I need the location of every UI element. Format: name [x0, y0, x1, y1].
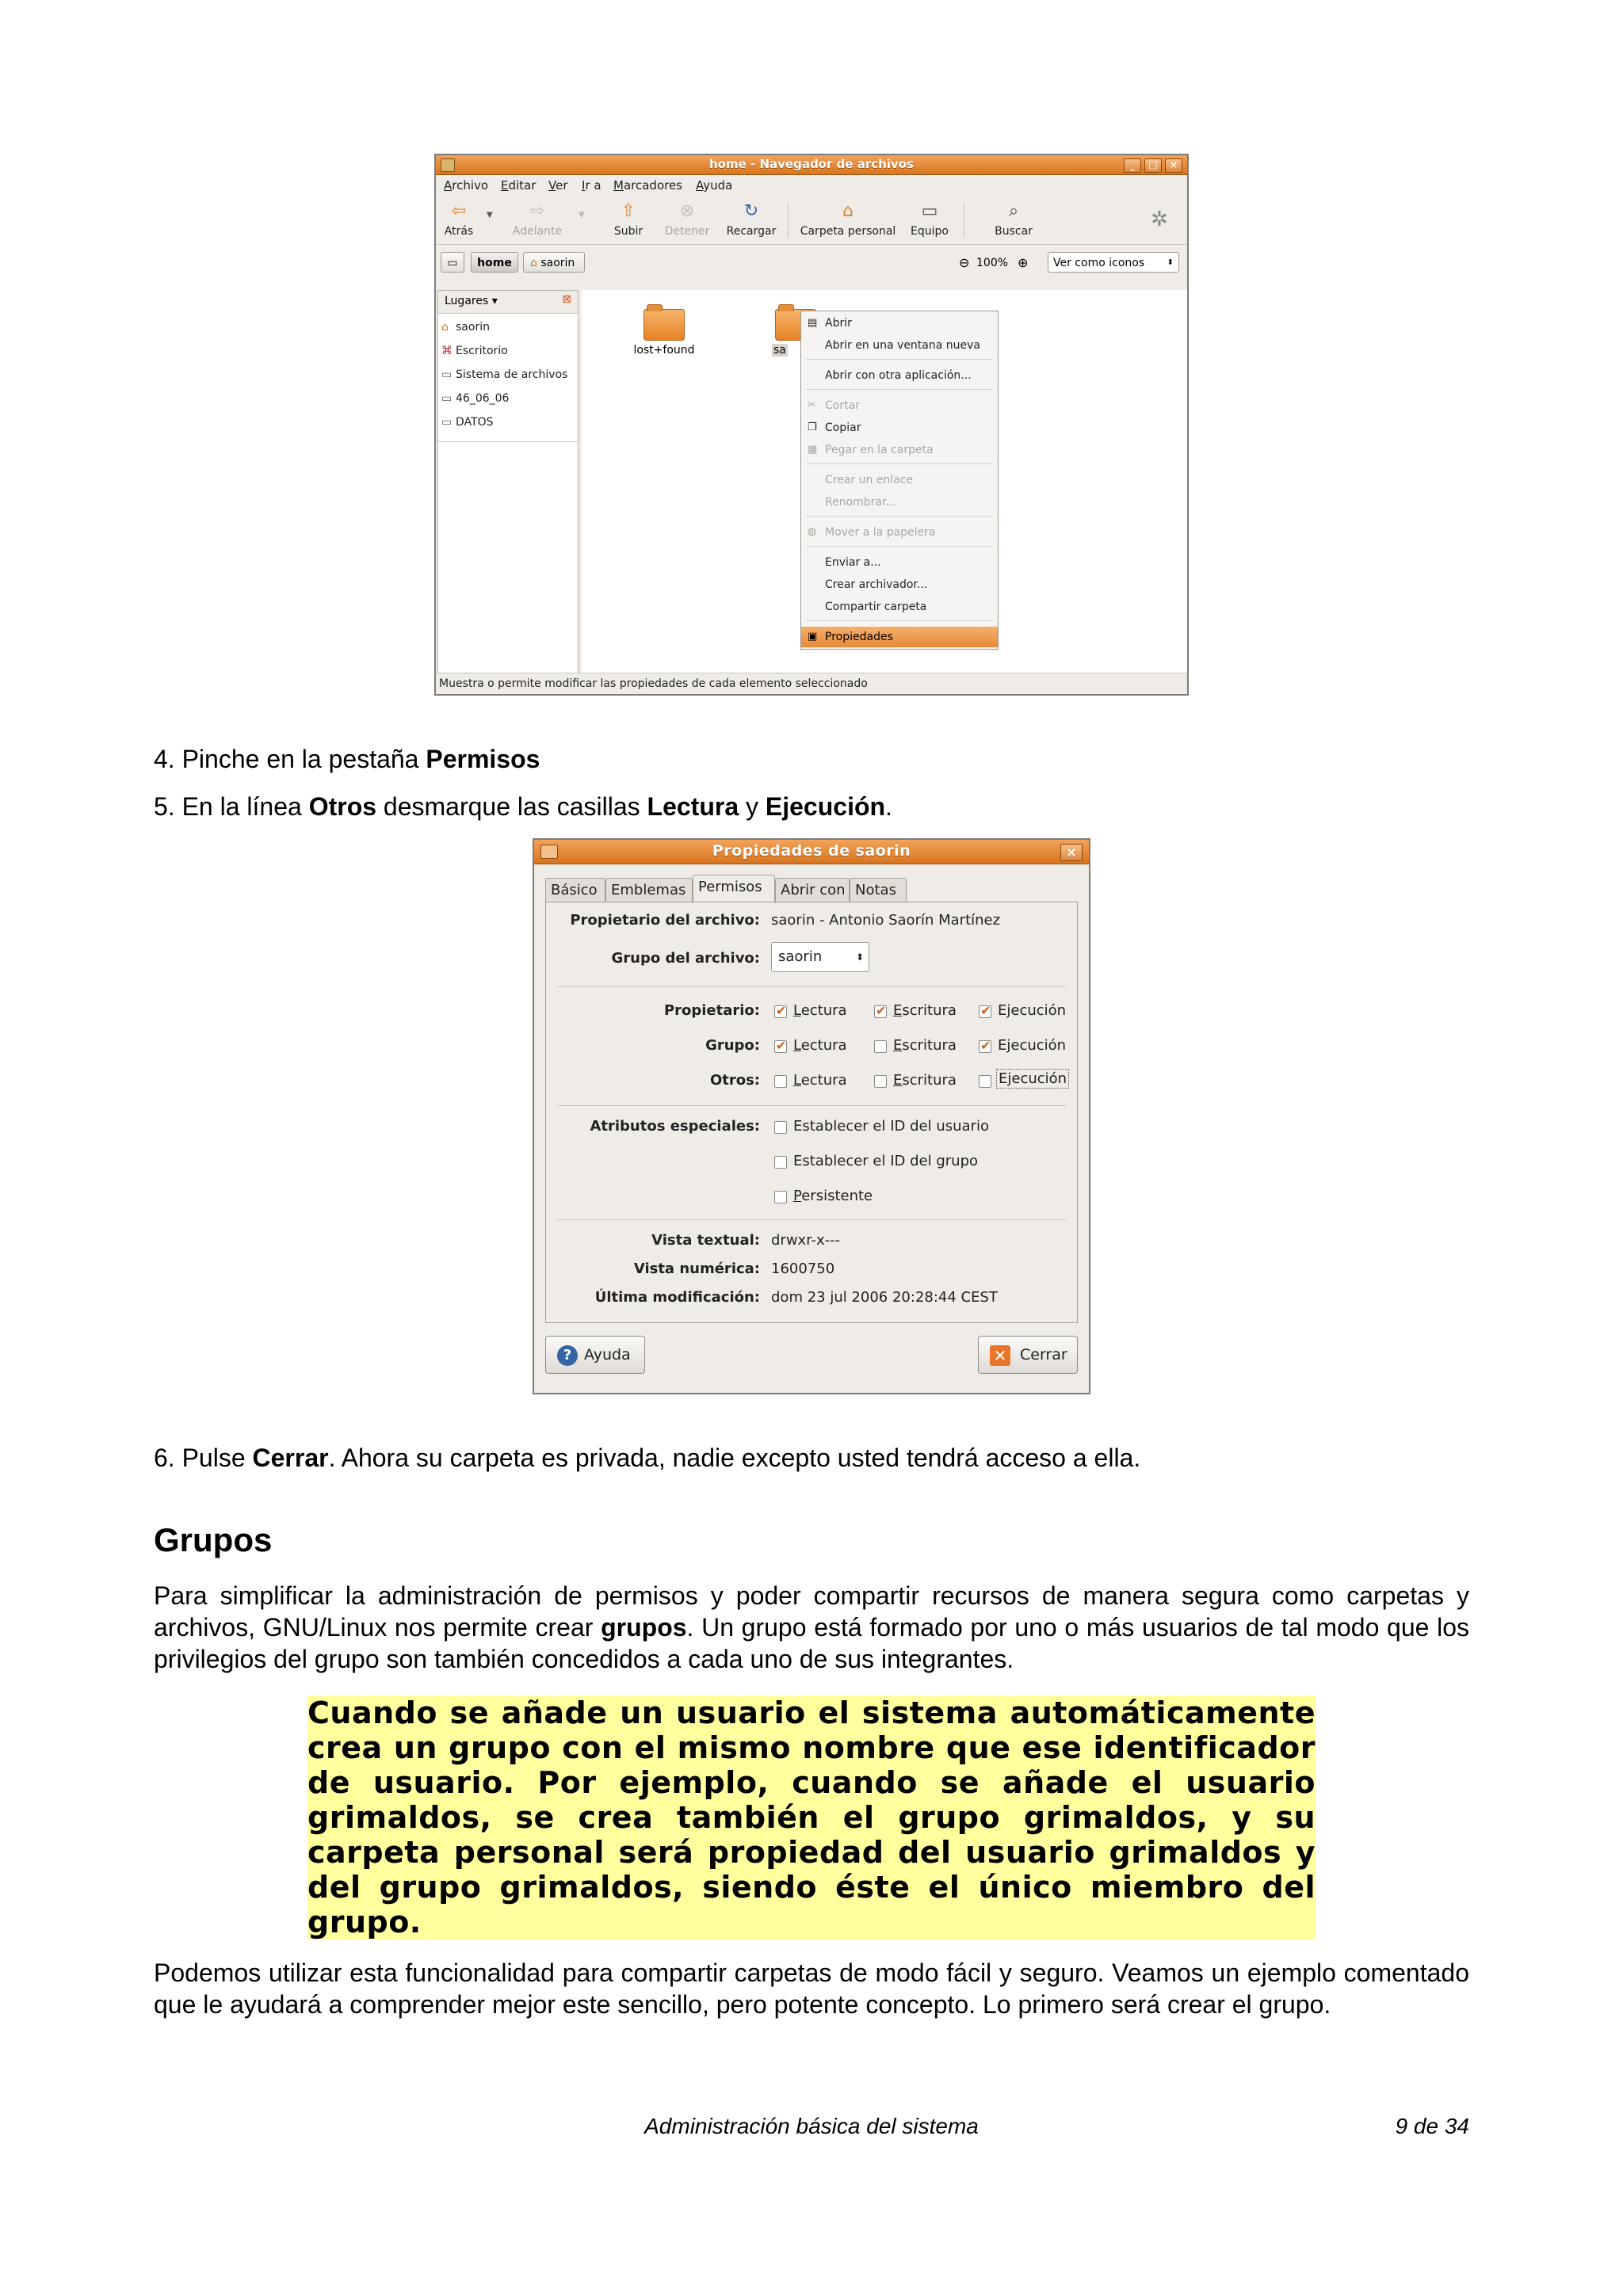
text-entry-icon: ▭ [447, 257, 458, 269]
drive-icon: ▭ [441, 416, 453, 429]
menu-item-compartir[interactable] [801, 597, 998, 617]
sidebar-item-label: 46_06_06 [456, 392, 510, 405]
menu-item-pegar[interactable] [801, 440, 998, 460]
step-6 [154, 1442, 1140, 1474]
setuid-label: Establecer el ID del usuario [793, 1118, 989, 1135]
back-arrow-icon: ⇦ [451, 201, 467, 221]
forward-button[interactable] [506, 196, 569, 238]
stop-icon: ⊗ [679, 201, 695, 221]
step-6-text: . Ahora su carpeta es privada, nadie excepto usted tendrá acceso a ella. [328, 1444, 1141, 1472]
sidebar-item-label: Escritorio [456, 345, 508, 357]
help-icon: ? [557, 1345, 578, 1366]
home-icon: ⌂ [441, 321, 449, 334]
file-name: lost+found [633, 344, 695, 357]
divider [557, 1219, 1066, 1220]
menu-item-renombrar[interactable] [801, 492, 998, 513]
paragraph-bold: grupos [601, 1613, 687, 1642]
menu-separator [806, 463, 993, 464]
modified-value: dom 23 jul 2006 20:28:44 CEST [771, 1289, 998, 1306]
step-5-text: y [739, 792, 766, 821]
close-sidebar-icon[interactable]: ⊠ [562, 293, 571, 306]
menu-item-label: Abrir [825, 317, 852, 330]
menu-item-crear-enlace[interactable] [801, 470, 998, 490]
stop-label: Detener [664, 225, 710, 238]
up-arrow-icon: ⇧ [621, 201, 636, 221]
drive-icon: ▭ [441, 368, 453, 381]
menu-separator [806, 389, 993, 390]
others-write-checkbox[interactable] [874, 1075, 887, 1088]
tab-abrir-con[interactable]: Abrir con [775, 878, 850, 902]
sidebar-header [438, 291, 578, 314]
close-button[interactable] [978, 1336, 1078, 1374]
footer-title: Administración básica del sistema [644, 2114, 979, 2138]
group-select[interactable] [771, 942, 869, 972]
setuid-checkbox[interactable] [774, 1121, 787, 1134]
menu-ayuda[interactable]: Ayuda [696, 178, 733, 193]
view-mode-label: Ver como iconos [1053, 257, 1145, 269]
menu-archivo[interactable]: Archivo [444, 178, 489, 193]
folder-icon [643, 309, 685, 341]
menu-item-label: Cortar [825, 399, 860, 412]
minimize-icon[interactable]: _ [1124, 158, 1141, 173]
menu-item-abrir-con[interactable] [801, 365, 998, 386]
drive-icon: ▭ [441, 392, 453, 405]
others-read-checkbox[interactable] [774, 1075, 787, 1088]
menu-marcadores[interactable]: Marcadores [613, 178, 683, 193]
menu-item-label: Mover a la papelera [825, 526, 936, 539]
menubar [436, 174, 1187, 195]
computer-icon: ▭ [921, 201, 938, 221]
home-folder-label: Carpeta personal [800, 225, 896, 238]
others-exec-label: Ejecución [996, 1069, 1069, 1089]
setgid-label: Establecer el ID del grupo [793, 1153, 979, 1169]
others-write-label: Escritura [893, 1072, 957, 1089]
group-write-checkbox[interactable] [874, 1040, 887, 1053]
perm-row-label: Otros: [709, 1072, 760, 1089]
owner-exec-label: Ejecución [998, 1002, 1067, 1019]
paste-icon: ▦ [808, 444, 818, 456]
menu-separator [806, 620, 993, 621]
open-icon: ▤ [808, 317, 818, 329]
menu-item-abrir-ventana[interactable] [801, 335, 998, 356]
step-4-bold: Permisos [426, 745, 540, 773]
owner-label: Propietario del archivo: [570, 912, 760, 929]
menu-item-abrir[interactable] [801, 313, 998, 334]
step-5-text: 5. En la línea [154, 792, 309, 821]
step-4-text: 4. Pinche en la pestaña [154, 745, 426, 773]
trash-icon: ◍ [808, 526, 817, 538]
file-name: sa [773, 344, 786, 357]
reload-icon: ↻ [743, 201, 759, 221]
divider [557, 986, 1066, 987]
window-title: home - Navegador de archivos [709, 157, 914, 171]
maximize-icon[interactable]: □ [1144, 158, 1162, 173]
reload-button[interactable] [723, 196, 780, 238]
crumb-saorin-label: saorin [540, 257, 575, 269]
group-exec-checkbox[interactable] [979, 1040, 991, 1053]
sidebar-item-46-06-06[interactable] [441, 392, 509, 405]
menu-separator [806, 546, 993, 547]
properties-icon: ▣ [808, 631, 818, 643]
toolbar [436, 196, 1187, 245]
view-mode-select[interactable] [1048, 252, 1179, 273]
step-5-bold: Ejecución [765, 792, 886, 821]
menu-ver[interactable]: Ver [548, 178, 568, 193]
owner-read-checkbox[interactable] [774, 1005, 787, 1018]
help-button-label: Ayuda [584, 1346, 631, 1363]
sidebar-item-datos[interactable] [441, 416, 493, 429]
menu-item-papelera[interactable] [801, 522, 998, 543]
cut-icon: ✂ [808, 399, 816, 411]
numeric-view-value: 1600750 [771, 1261, 835, 1277]
menu-item-propiedades[interactable] [801, 627, 998, 647]
step-5 [154, 791, 892, 822]
perm-row-label: Grupo: [705, 1037, 760, 1054]
sidebar-item-label: saorin [456, 321, 490, 334]
spin-arrows-icon: ⬍ [1167, 258, 1174, 267]
sidebar-item-escritorio[interactable] [441, 345, 508, 357]
back-label: Atrás [444, 225, 474, 238]
menu-item-label: Compartir carpeta [825, 601, 927, 613]
menu-item-label: Propiedades [825, 631, 893, 643]
close-button-label: Cerrar [1020, 1346, 1067, 1363]
menu-item-copiar[interactable] [801, 418, 998, 438]
throbber-icon: ✲ [1151, 208, 1168, 231]
copy-icon: ❐ [808, 421, 817, 433]
desktop-icon: ⌘ [441, 345, 453, 357]
menu-item-label: Crear archivador... [825, 578, 928, 591]
section-heading: Grupos [154, 1521, 273, 1558]
group-select-value: saorin [778, 948, 823, 965]
search-button[interactable] [989, 196, 1038, 238]
step-5-text: desmarque las casillas [376, 792, 647, 821]
paragraph-text: Para simplificar la administración de permisos y poder compartir recursos de manera segura como carpetas y archivos, GNU/Linux nos permite crear [154, 1581, 1469, 1642]
menu-separator [806, 359, 993, 360]
paragraph-example: Podemos utilizar esta funcionalidad para compartir carpetas de modo fácil y seguro. Veamos un ejemplo comentado que le ayudará a comprender mejor este sencillo, pero potente concepto. Lo primero será crear el grupo. [154, 1958, 1469, 2019]
properties-dialog-screenshot [533, 838, 1090, 1394]
permissions-panel [545, 902, 1078, 1323]
menu-item-label: Abrir con otra aplicación... [825, 369, 972, 382]
places-selector[interactable]: Lugares ▾ [445, 295, 498, 307]
reload-label: Recargar [726, 225, 777, 238]
spin-arrows-icon: ⬍ [855, 952, 864, 963]
sidebar-item-label: DATOS [456, 416, 494, 429]
sidebar [437, 290, 579, 673]
menu-separator [806, 516, 993, 517]
sidebar-item-filesystem[interactable] [441, 368, 567, 381]
sidebar-divider [438, 441, 578, 442]
step-5-bold: Lectura [647, 792, 739, 821]
file-browser-screenshot [434, 154, 1189, 696]
owner-write-checkbox[interactable] [874, 1005, 887, 1018]
home-folder-button[interactable] [794, 196, 902, 238]
forward-history-icon[interactable]: ▼ [579, 211, 585, 219]
step-6-text: 6. Pulse [154, 1444, 253, 1472]
close-icon: ✕ [990, 1345, 1010, 1366]
page-number: 9 de 34 [1395, 2114, 1469, 2138]
sidebar-item-saorin[interactable] [441, 321, 490, 334]
zoom-level: 100% [976, 257, 1009, 269]
dialog-titlebar [534, 840, 1089, 864]
computer-label: Equipo [911, 225, 949, 238]
tab-notas[interactable]: Notas [850, 878, 907, 902]
home-icon: ⌂ [530, 257, 537, 269]
zoom-out-icon[interactable]: ⊖ [959, 255, 970, 270]
group-label: Grupo del archivo: [611, 950, 760, 967]
others-exec-checkbox[interactable] [979, 1075, 991, 1088]
menu-item-label: Enviar a... [825, 556, 881, 569]
perm-row-label: Propietario: [663, 1002, 760, 1019]
divider [557, 1105, 1066, 1106]
forward-arrow-icon: ⇨ [529, 201, 545, 221]
status-bar: Muestra o permite modificar las propiedades de cada elemento seleccionado [436, 673, 1187, 694]
numeric-view-label: Vista numérica: [633, 1261, 760, 1277]
up-label: Subir [613, 225, 643, 238]
menu-item-label: Abrir en una ventana nueva [825, 339, 980, 352]
forward-label: Adelante [512, 225, 563, 238]
dialog-title: Propiedades de saorin [712, 842, 911, 860]
menu-item-label: Pegar en la carpeta [825, 444, 934, 456]
menu-item-enviar[interactable] [801, 552, 998, 573]
tab-emblemas[interactable]: Emblemas [605, 878, 693, 902]
crumb-saorin[interactable] [523, 252, 585, 273]
menu-item-cortar[interactable] [801, 395, 998, 416]
up-button[interactable] [609, 196, 648, 238]
group-exec-label: Ejecución [998, 1037, 1067, 1054]
menu-item-label: Crear un enlace [825, 474, 914, 486]
special-attributes-label: Atributos especiales: [590, 1118, 760, 1135]
location-bar [436, 246, 1187, 279]
help-button[interactable] [545, 1336, 645, 1374]
others-read-label: Lectura [793, 1072, 847, 1089]
places-label: Lugares [445, 295, 489, 307]
paragraph-intro [154, 1580, 1469, 1675]
paragraph-text: . Un grupo está formado por uno o más usuarios de tal modo que los privilegios del grupo son también concedidos a cada uno de sus integrantes. [154, 1613, 1470, 1673]
owner-read-label: Lectura [793, 1002, 847, 1019]
menu-editar[interactable]: Editar [501, 178, 537, 193]
setgid-checkbox[interactable] [774, 1156, 787, 1169]
back-button[interactable] [441, 196, 477, 238]
context-menu [800, 311, 999, 650]
sticky-checkbox[interactable] [774, 1191, 787, 1203]
stop-button[interactable] [659, 196, 715, 238]
group-write-label: Escritura [893, 1037, 957, 1054]
back-history-icon[interactable]: ▼ [487, 211, 493, 219]
tab-basico[interactable]: Básico [545, 878, 605, 902]
group-read-checkbox[interactable] [774, 1040, 787, 1053]
search-label: Buscar [995, 225, 1033, 238]
window-titlebar [436, 155, 1187, 175]
search-icon: ⌕ [1008, 201, 1019, 221]
menu-item-label: Renombrar... [825, 496, 896, 509]
sticky-label: Persistente [793, 1188, 873, 1204]
modified-label: Última modificación: [594, 1289, 760, 1306]
crumb-home[interactable]: home [471, 252, 518, 273]
home-folder-icon: ⌂ [842, 201, 854, 221]
tab-permisos[interactable]: Permisos [693, 875, 775, 903]
owner-exec-checkbox[interactable] [979, 1005, 991, 1018]
menu-ir-a[interactable]: Ir a [582, 178, 601, 193]
step-5-text: . [885, 792, 892, 821]
menu-item-label: Copiar [825, 421, 861, 434]
owner-write-label: Escritura [893, 1002, 957, 1019]
step-6-bold: Cerrar [252, 1444, 329, 1472]
step-5-bold: Otros [308, 792, 377, 821]
close-icon[interactable]: × [1060, 844, 1083, 861]
zoom-in-icon[interactable]: ⊕ [1018, 255, 1029, 270]
highlight-note: Cuando se añade un usuario el sistema automáticamente crea un grupo con el mismo nombre que ese identificador de usuario. Por ejemplo, cuando se añade el usuario grimaldos, se crea también el grupo grimaldos, y su carpeta personal será propiedad del usuario grimaldos y del grupo grimaldos, siendo éste el único miembro del grupo. [307, 1695, 1316, 1939]
menu-item-crear-archivador[interactable] [801, 574, 998, 595]
toolbar-separator [788, 203, 789, 238]
text-view-label: Vista textual: [651, 1232, 760, 1249]
text-view-value: drwxr-x--- [771, 1232, 841, 1249]
toggle-location-button[interactable] [441, 252, 464, 273]
computer-button[interactable] [903, 196, 956, 238]
group-read-label: Lectura [793, 1037, 847, 1054]
sidebar-item-label: Sistema de archivos [456, 368, 568, 381]
step-4 [154, 743, 540, 775]
owner-value: saorin - Antonio Saorín Martínez [771, 912, 1001, 929]
close-icon[interactable]: × [1165, 158, 1182, 173]
